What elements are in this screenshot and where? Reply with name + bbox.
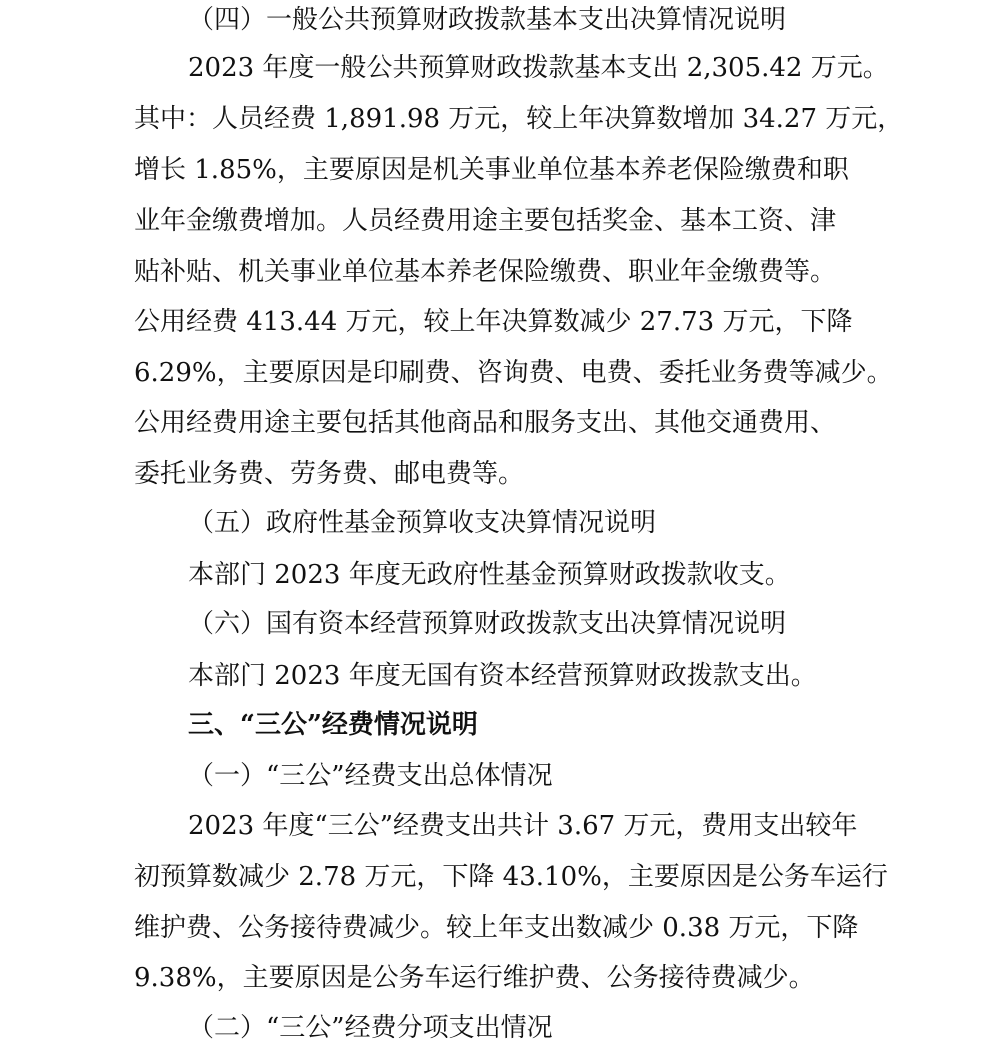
section-4-heading: （四）一般公共预算财政拨款基本支出决算情况说明 <box>188 5 787 35</box>
paragraph-line: 2023 年度一般公共预算财政拨款基本支出 2,305.42 万元。 <box>188 53 889 83</box>
section-5-heading: （五）政府性基金预算收支决算情况说明 <box>188 508 657 538</box>
paragraph-line: 委托业务费、劳务费、邮电费等。 <box>134 459 525 489</box>
paragraph-line: 业年金缴费增加。人员经费用途主要包括奖金、基本工资、津 <box>134 206 837 236</box>
paragraph-line: 本部门 2023 年度无政府性基金预算财政拨款收支。 <box>188 560 791 590</box>
paragraph-line: 公用经费用途主要包括其他商品和服务支出、其他交通费用、 <box>134 408 837 438</box>
part-3-sub1-heading: （一）“三公”经费支出总体情况 <box>188 761 553 791</box>
paragraph-line: 其中：人员经费 1,891.98 万元，较上年决算数增加 34.27 万元， <box>134 104 904 134</box>
paragraph-line: 公用经费 413.44 万元，较上年决算数减少 27.73 万元，下降 <box>134 307 853 337</box>
part-3-sub2-heading: （二）“三公”经费分项支出情况 <box>188 1013 553 1043</box>
paragraph-line: 9.38%，主要原因是公务车运行维护费、公务接待费减少。 <box>134 963 815 993</box>
paragraph-line: 本部门 2023 年度无国有资本经营预算财政拨款支出。 <box>188 661 817 691</box>
part-3-heading: 三、“三公”经费情况说明 <box>188 710 478 740</box>
paragraph-line: 初预算数减少 2.78 万元，下降 43.10%，主要原因是公务车运行 <box>134 862 888 892</box>
paragraph-line: 增长 1.85%，主要原因是机关事业单位基本养老保险缴费和职 <box>134 155 849 185</box>
paragraph-line: 维护费、公务接待费减少。较上年支出数减少 0.38 万元，下降 <box>134 913 859 943</box>
paragraph-line: 贴补贴、机关事业单位基本养老保险缴费、职业年金缴费等。 <box>134 257 837 287</box>
paragraph-line: 6.29%，主要原因是印刷费、咨询费、电费、委托业务费等减少。 <box>134 358 893 388</box>
section-6-heading: （六）国有资本经营预算财政拨款支出决算情况说明 <box>188 609 787 639</box>
paragraph-line: 2023 年度“三公”经费支出共计 3.67 万元，费用支出较年 <box>188 811 858 841</box>
